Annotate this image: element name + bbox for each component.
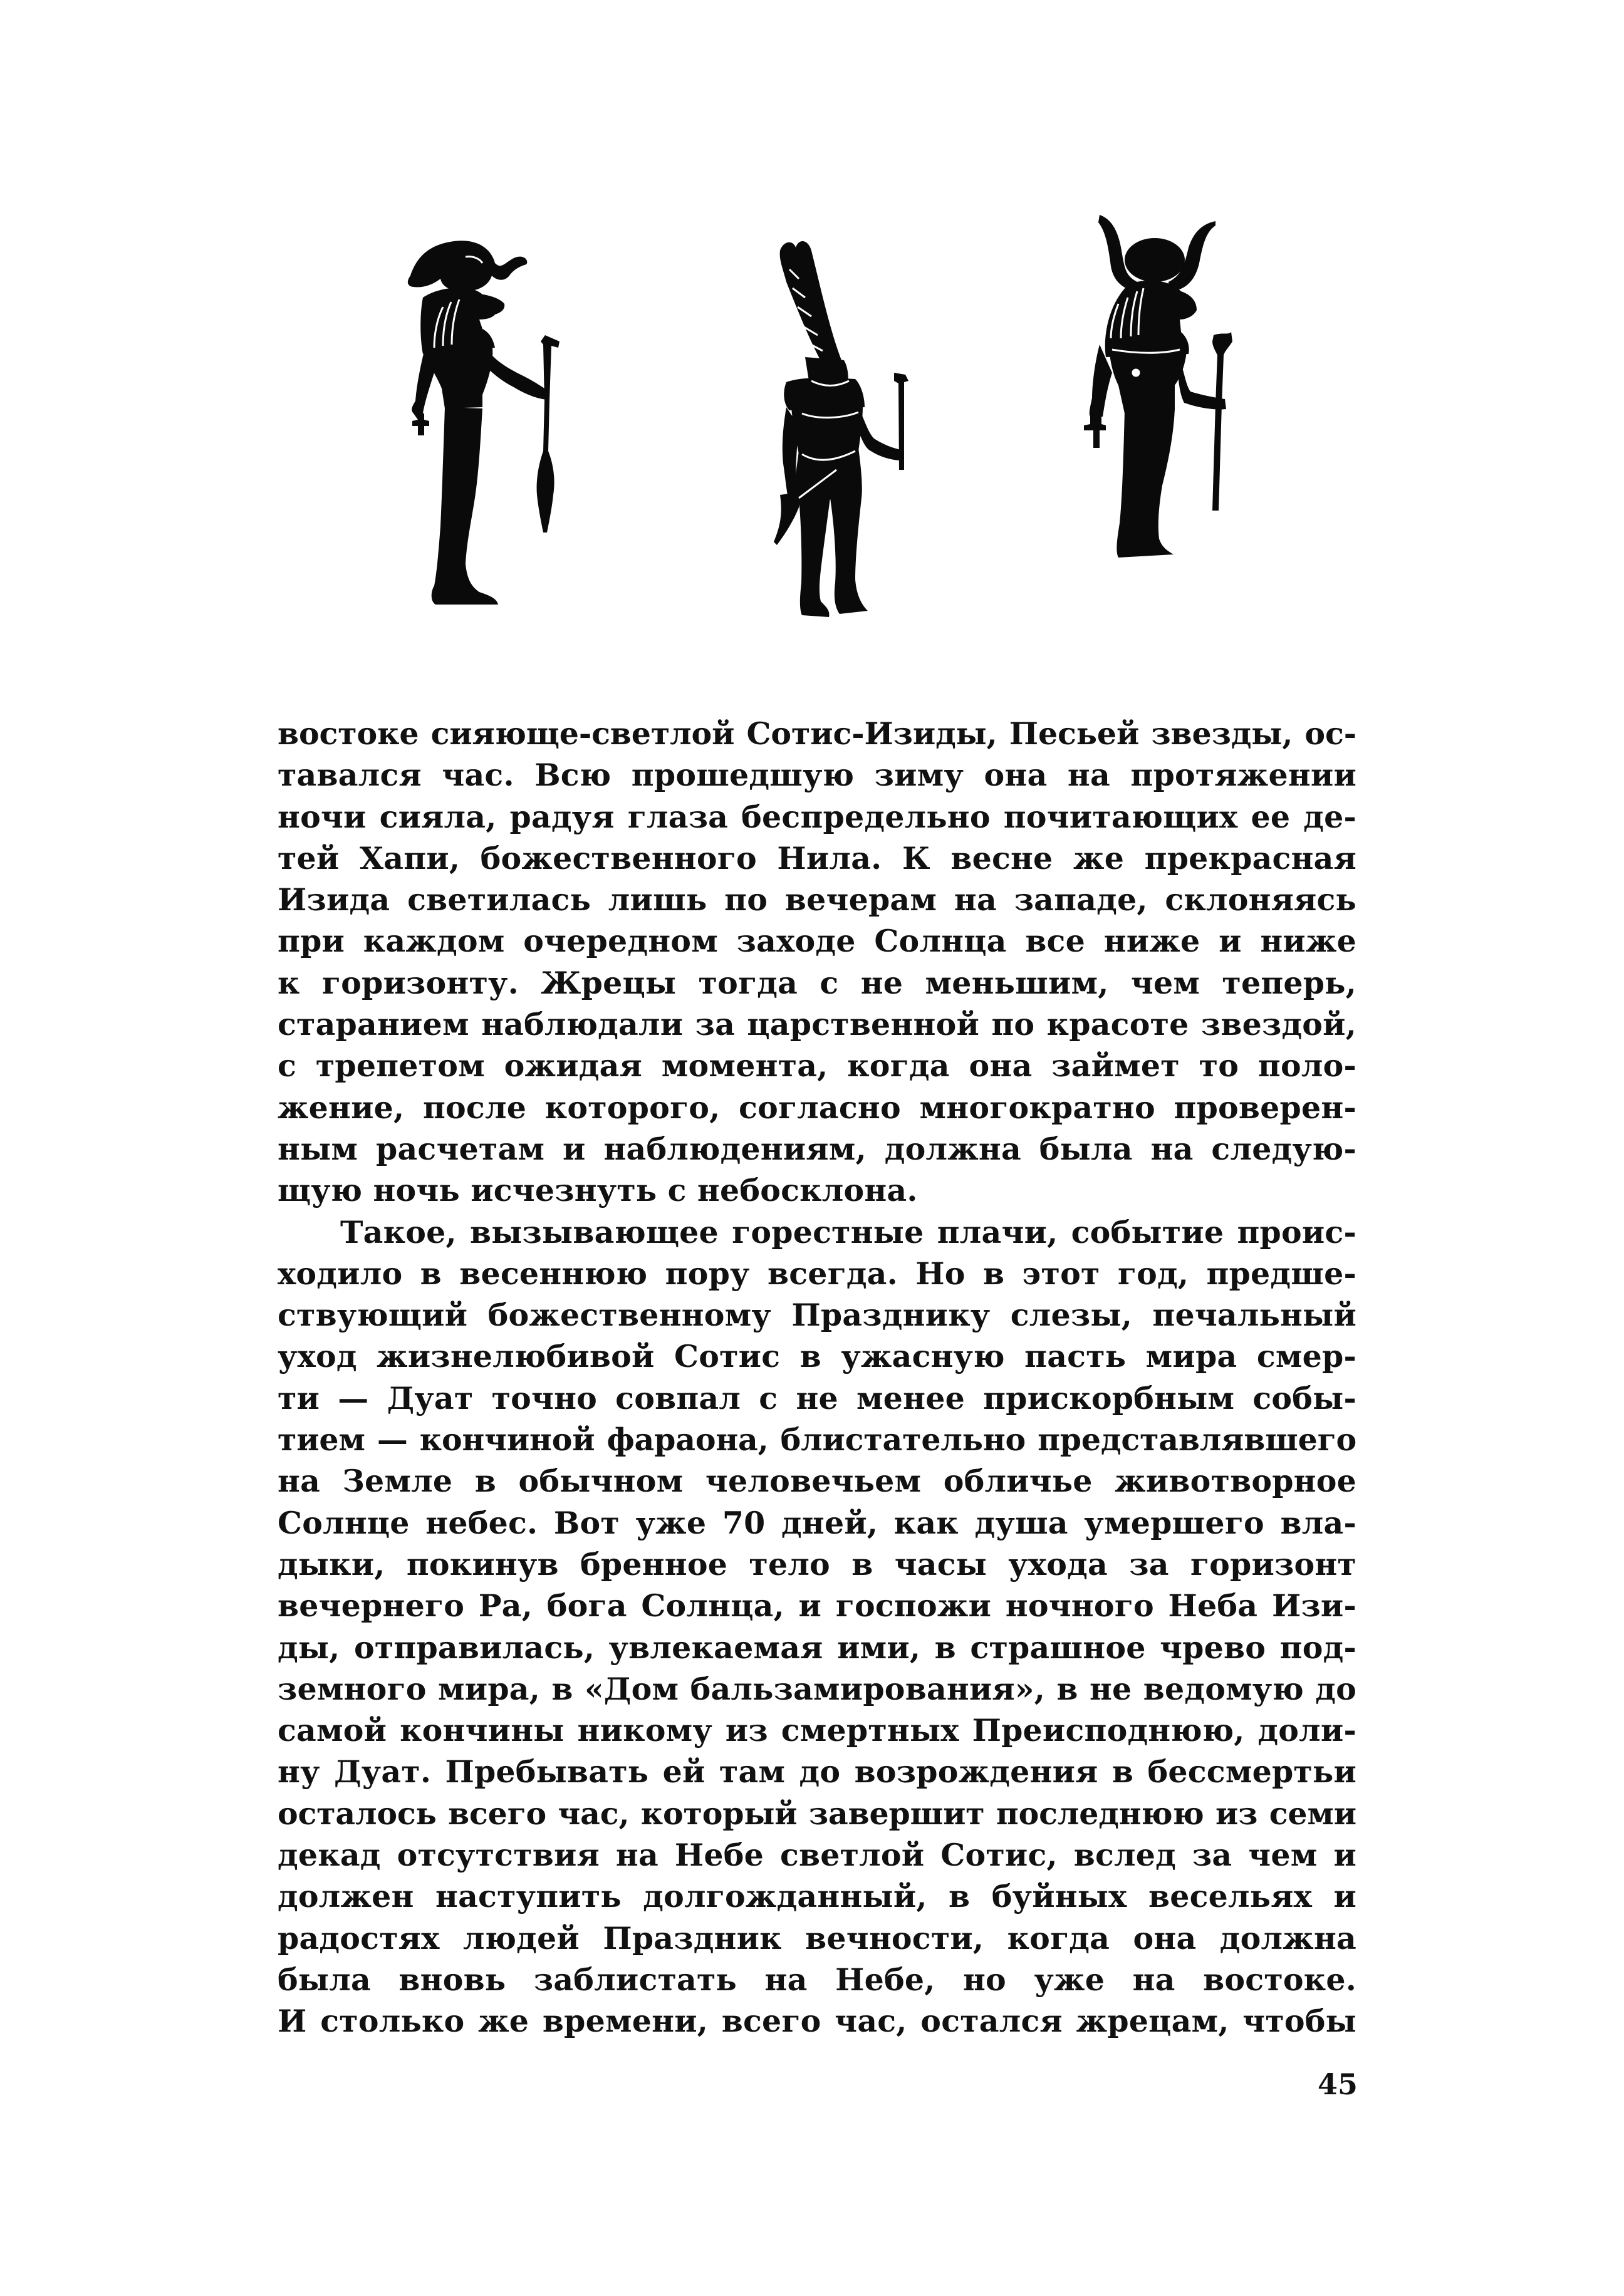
text-line: И столько же времени, всего час, остался жрецам, чтобы xyxy=(278,2003,1356,2040)
text-line: вечернего Ра, бога Солнца, и госпожи ночного Неба Изи- xyxy=(278,1587,1356,1624)
text-line: жение, после которого, согласно многократно проверен- xyxy=(278,1089,1356,1126)
text-line: тей Хапи, божественного Нила. К весне же прекрасная xyxy=(278,839,1356,876)
text-line: тавался час. Всю прошедшую зиму она на протяжении xyxy=(278,757,1356,794)
text-line: Изида светилась лишь по вечерам на западе, склоняясь xyxy=(278,881,1356,918)
text-line: ствующий божественному Празднику слезы, печальный xyxy=(278,1297,1356,1334)
text-line: с трепетом ожидая момента, когда она займет то поло- xyxy=(278,1047,1356,1084)
text-line: ды, отправилась, увлекаемая ими, в страшное чрево под- xyxy=(278,1629,1356,1666)
text-line: декад отсутствия на Небе светлой Сотис, вслед за чем и xyxy=(278,1837,1356,1874)
paragraph-1 xyxy=(278,713,1356,1212)
text-line: радостях людей Праздник вечности, когда она должна xyxy=(278,1919,1356,1956)
text-line: на Земле в обычном человечьем обличье животворное xyxy=(278,1463,1356,1500)
text-line: ночи сияла, радуя глаза беспредельно почитающих ее де- xyxy=(278,798,1356,835)
page-number: 45 xyxy=(1317,2067,1358,2101)
text-line: уход жизнелюбивой Сотис в ужасную пасть мира смер- xyxy=(278,1338,1356,1375)
text-line: Солнце небес. Вот уже 70 дней, как душа умершего вла- xyxy=(278,1504,1356,1541)
amun-deity-figure xyxy=(755,232,915,642)
lion-headed-deity-with-ankh-and-staff-icon xyxy=(385,226,561,630)
horned-deity-figure xyxy=(1081,197,1244,630)
text-line: ти — Дуат точно совпал с не менее прискорбным собы- xyxy=(278,1379,1356,1416)
text-line: тием — кончиной фараона, блистательно представлявшего xyxy=(278,1421,1356,1458)
text-line: щую ночь исчезнуть с небосклона. xyxy=(278,1172,918,1209)
text-line: осталось всего час, который завершит последнюю из семи xyxy=(278,1795,1356,1832)
paragraph-2 xyxy=(278,1212,1356,2042)
text-line: востоке сияюще-светлой Сотис-Изиды, Песьей звезды, ос- xyxy=(278,715,1356,752)
lion-headed-deity-figure xyxy=(385,226,561,630)
horned-deity-with-sun-disk-ankh-and-staff-icon xyxy=(1081,197,1244,630)
text-line: дыки, покинув бренное тело в часы ухода за горизонт xyxy=(278,1545,1356,1582)
amun-with-tall-plumed-crown-and-scepter-icon xyxy=(755,232,915,642)
text-line: к горизонту. Жрецы тогда с не меньшим, чем теперь, xyxy=(278,964,1356,1001)
text-line: самой кончины никому из смертных Преисподнюю, доли- xyxy=(278,1712,1356,1749)
text-line: ну Дуат. Пребывать ей там до возрождения в бессмертьи xyxy=(278,1753,1356,1790)
body-text xyxy=(278,713,1356,2042)
text-line: ходило в весеннюю пору всегда. Но в этот год, предше- xyxy=(278,1255,1356,1292)
text-line: была вновь заблистать на Небе, но уже на востоке. xyxy=(278,1961,1356,1998)
text-line: ным расчетам и наблюдениям, должна была на следую- xyxy=(278,1130,1356,1167)
text-line: должен наступить долгожданный, в буйных весельях и xyxy=(278,1878,1356,1915)
text-line: при каждом очередном заходе Солнца все ниже и ниже xyxy=(278,923,1356,960)
text-line: Такое, вызывающее горестные плачи, событие проис- xyxy=(340,1213,1356,1250)
text-line: старанием наблюдали за царственной по красоте звездой, xyxy=(278,1006,1356,1043)
text-line: земного мира, в «Дом бальзамирования», в не ведомую до xyxy=(278,1670,1356,1707)
